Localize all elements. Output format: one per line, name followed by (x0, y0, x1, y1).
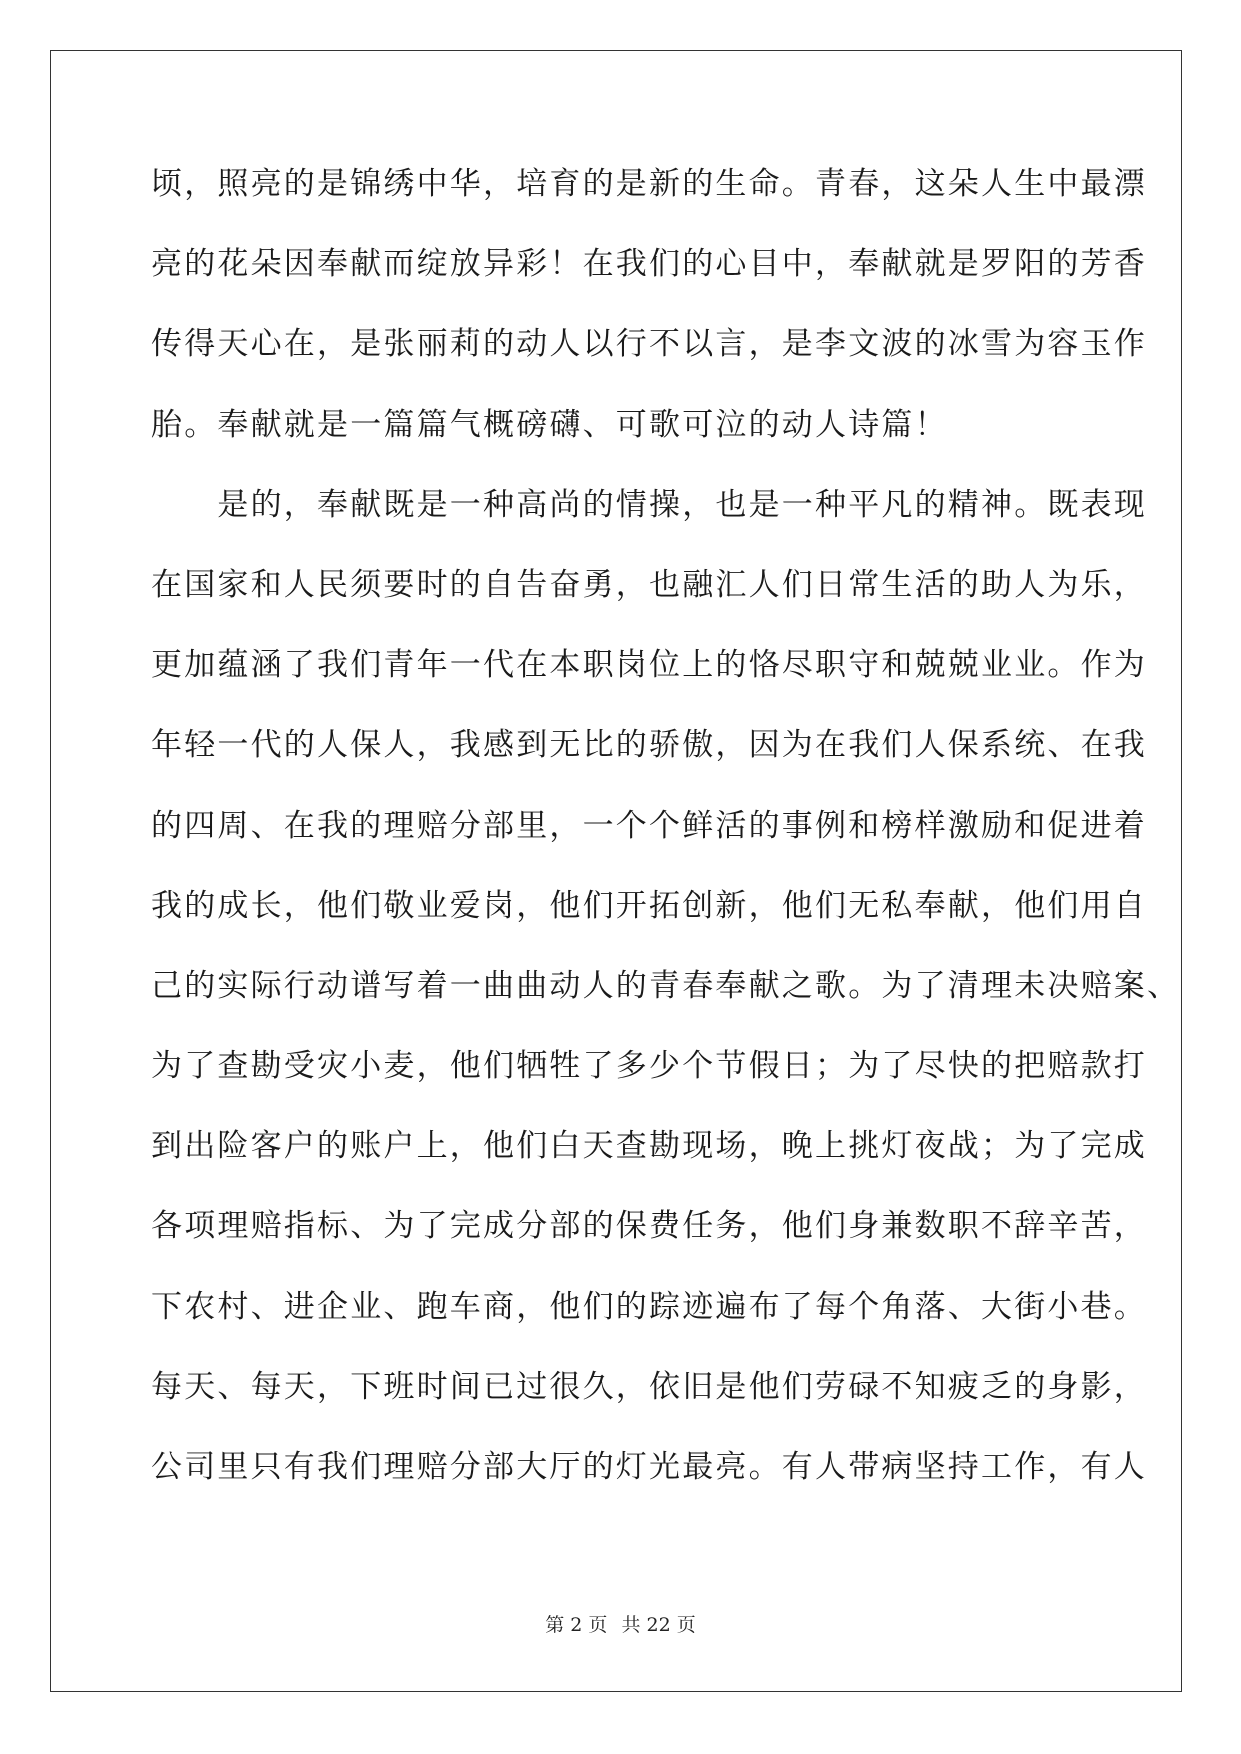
text-line: 是的，奉献既是一种高尚的情操，也是一种平凡的精神。既表现 (151, 486, 1147, 523)
page-number: 第 2 页 (545, 1614, 608, 1636)
text-line: 的四周、在我的理赔分部里，一个个鲜活的事例和榜样激励和促进着 (151, 807, 1147, 844)
text-line: 更加蕴涵了我们青年一代在本职岗位上的恪尽职守和兢兢业业。作为 (151, 647, 1147, 684)
document-body (151, 164, 1181, 1527)
text-line: 为了查勘受灾小麦，他们牺牲了多少个节假日；为了尽快的把赔款打 (151, 1048, 1147, 1085)
text-line: 到出险客户的账户上，他们白天查勘现场，晚上挑灯夜战；为了完成 (151, 1128, 1147, 1165)
text-line: 顷，照亮的是锦绣中华，培育的是新的生命。青春，这朵人生中最漂 (151, 166, 1147, 202)
text-line: 己的实际行动谱写着一曲曲动人的青春奉献之歌。为了清理未决赔案、 (151, 967, 1181, 1004)
text-line: 亮的花朵因奉献而绽放异彩！在我们的心目中，奉献就是罗阳的芳香 (151, 246, 1147, 283)
text-line: 下农村、进企业、跑车商，他们的踪迹遍布了每个角落、大街小巷。 (151, 1288, 1147, 1325)
text-line: 每天、每天，下班时间已过很久，依旧是他们劳碌不知疲乏的身影， (151, 1368, 1147, 1405)
page-total: 共 22 页 (621, 1614, 696, 1636)
text-line: 公司里只有我们理赔分部大厅的灯光最亮。有人带病坚持工作，有人 (151, 1449, 1147, 1485)
text-line: 年轻一代的人保人，我感到无比的骄傲，因为在我们人保系统、在我 (151, 727, 1147, 764)
text-line: 胎。奉献就是一篇篇气概磅礴、可歌可泣的动人诗篇！ (151, 406, 948, 443)
text-line: 我的成长，他们敬业爱岗，他们开拓创新，他们无私奉献，他们用自 (151, 887, 1147, 924)
text-line: 各项理赔指标、为了完成分部的保费任务，他们身兼数职不辞辛苦， (151, 1208, 1147, 1245)
text-line: 传得天心在，是张丽莉的动人以行不以言，是李文波的冰雪为容玉作 (151, 326, 1147, 363)
page-footer (0, 1610, 1241, 1637)
text-line: 在国家和人民须要时的自告奋勇，也融汇人们日常生活的助人为乐， (151, 566, 1147, 603)
